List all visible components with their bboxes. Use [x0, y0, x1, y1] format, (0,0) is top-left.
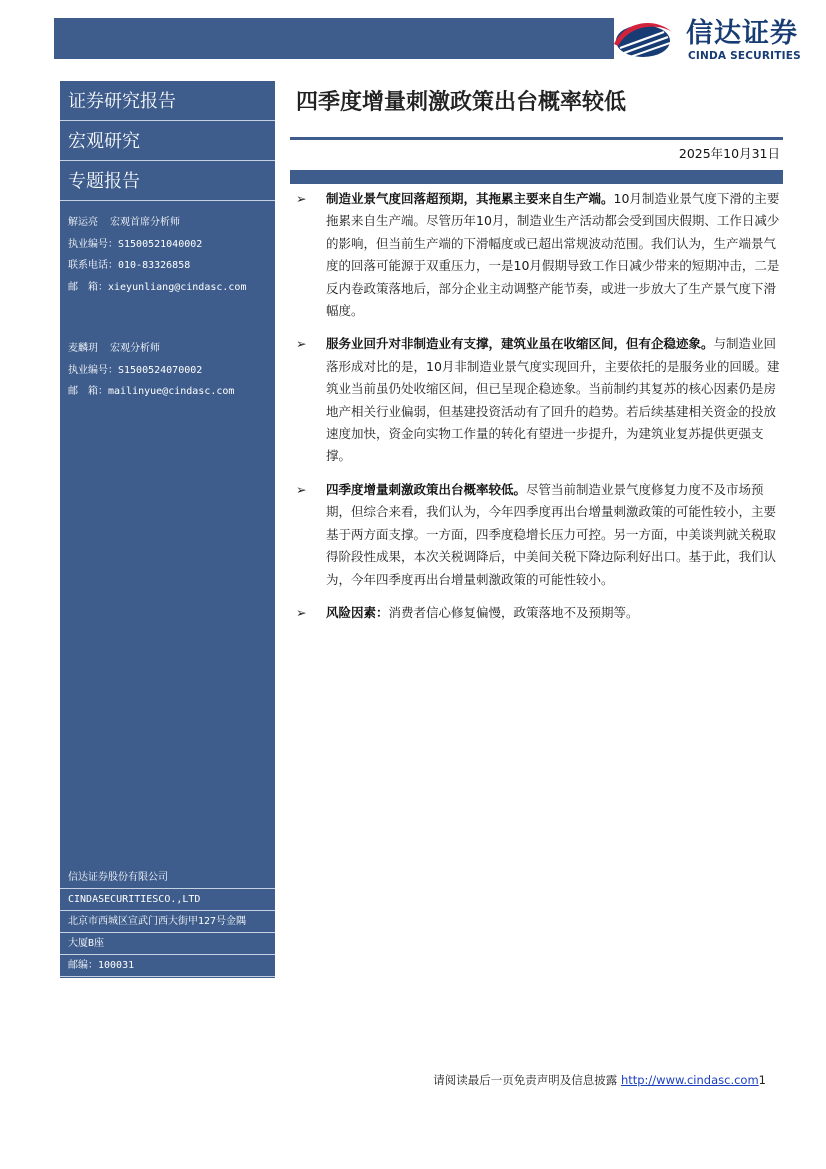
author-title: 宏观分析师 [110, 343, 160, 354]
bullet-lead: 服务业回升对非制造业有支撑，建筑业虽在收缩区间，但有企稳迹象。 [326, 336, 714, 352]
summary-bullet [296, 333, 786, 467]
author-name-line [68, 212, 275, 234]
category-special-report: 专题报告 [60, 161, 275, 201]
page-footer [433, 1070, 766, 1090]
arrow-bullet-icon: ➢ [296, 336, 307, 352]
author-email: 邮 箱：xieyunliang@cindasc.com [68, 281, 247, 293]
author-email: 邮 箱：mailinyue@cindasc.com [68, 386, 235, 397]
sidebar [60, 81, 275, 978]
bullet-body: 尽管当前制造业景气度修复力度不及市场预期，但综合来看，我们认为，今年四季度再出台增量刺激政策的可能性较小，主要基于两方面支撑。一方面，四季度稳增长压力可控。另一方面，中美谈判就关税取得阶段性成果，本次关税调降后，中美间关税下降边际利好出口。基于此，我们认为，今年四季度再出台增量刺激政策的可能性较小。 [326, 481, 777, 587]
summary-bullet [296, 479, 786, 591]
summary-bullet [296, 188, 786, 322]
author-name-line [68, 338, 275, 360]
company-name-cn: 信达证券股份有限公司 [60, 867, 275, 889]
category-macro-research: 宏观研究 [60, 121, 275, 161]
company-logo [606, 16, 806, 60]
category-securities-research: 证券研究报告 [60, 81, 275, 121]
company-name-en: CINDASECURITIESCO.,LTD [60, 889, 275, 911]
arrow-bullet-icon: ➢ [296, 191, 307, 206]
author-block [60, 212, 275, 298]
cinda-logo-icon [610, 18, 674, 60]
company-address-line1: 北京市西城区宣武门西大街甲127号金隅 [60, 911, 275, 933]
bullet-lead: 制造业景气度回落超预期，其拖累主要来自生产端。 [326, 191, 614, 206]
bullet-body: 10月制造业景气度下滑的主要拖累来自生产端。尽管历年10月，制造业生产活动都会受到国庆假期、工作日减少的影响，但当前生产端的下滑幅度或已超出常规波动范围。我们认为，生产端景气度的回落可能源于双重压力，一是10月假期导致工作日减少带来的短期冲击，二是反内卷政策落地后，部分企业主动调整产能节奏，或进一步放大了生产景气度下滑幅度。 [326, 191, 780, 319]
bullet-lead: 四季度增量刺激政策出台概率较低。 [326, 481, 527, 497]
logo-chinese-name: 信达证券 [686, 18, 798, 49]
author-license: 执业编号：S1500524070002 [68, 364, 203, 376]
bullet-lead: 风险因素： [326, 604, 389, 620]
author-phone: 联系电话：010-83326858 [68, 260, 191, 271]
website-link[interactable]: http://www.cindasc.com [620, 1073, 759, 1087]
logo-english-name: CINDA SECURITIES [688, 50, 801, 62]
summary-bullets [296, 188, 786, 624]
header-band [54, 18, 614, 59]
author-name: 麦麟玥 [68, 343, 98, 354]
author-block [60, 338, 275, 403]
bullet-body: 与制造业回落形成对比的是，10月非制造业景气度实现回升，主要依托的是服务业的回暖。建筑业当前虽仍处收缩区间，但已呈现企稳迹象。当前制约其复苏的核心因素仍是房地产相关行业偏弱，但基建投资活动有了回升的趋势。若后续基建相关资金的投放速度加快，资金向实物工作量的转化有望进一步提升，为建筑业复苏提供更强支撑。 [326, 336, 780, 464]
arrow-bullet-icon: ➢ [296, 481, 307, 497]
company-postcode: 邮编：100031 [60, 955, 275, 977]
arrow-bullet-icon: ➢ [296, 604, 307, 620]
company-address-line2: 大厦B座 [60, 933, 275, 955]
summary-bullet [296, 602, 786, 624]
title-divider [290, 137, 783, 140]
bullet-body: 消费者信心修复偏慢，政策落地不及预期等。 [388, 604, 639, 620]
disclaimer-text: 请阅读最后一页免责声明及信息披露 [433, 1073, 618, 1087]
summary-divider [290, 170, 783, 184]
author-name: 解运亮 [68, 217, 98, 228]
author-title: 宏观首席分析师 [110, 217, 180, 228]
page-number: 1 [758, 1073, 766, 1087]
company-info [60, 867, 275, 977]
author-license: 执业编号：S1500521040002 [68, 238, 203, 250]
report-date: 2025年10月31日 [678, 146, 780, 161]
report-title: 四季度增量刺激政策出台概率较低 [296, 90, 627, 115]
